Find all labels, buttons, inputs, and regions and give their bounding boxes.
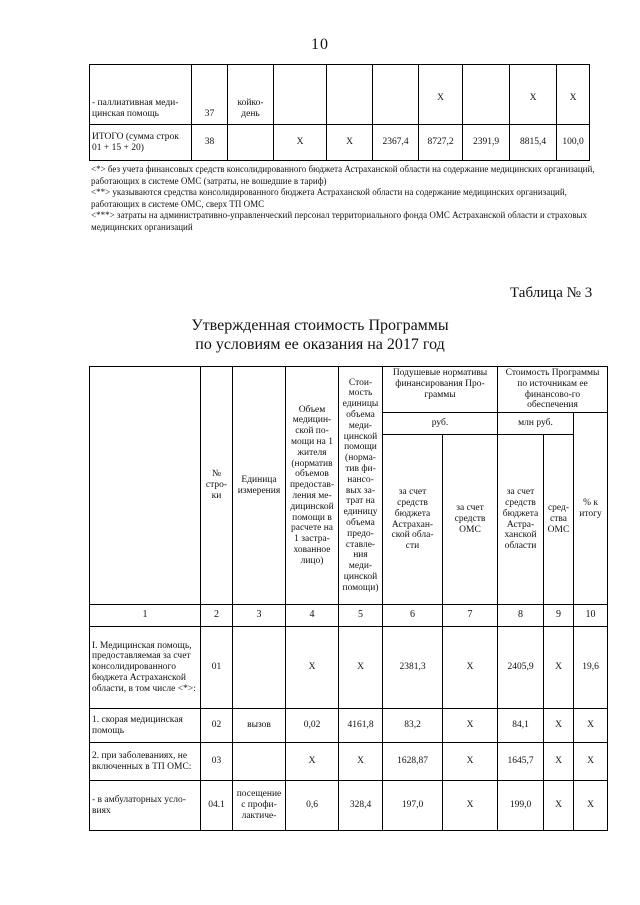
row-unit bbox=[233, 743, 286, 781]
row-unit: посещение с профи-лактиче- bbox=[233, 781, 286, 831]
row-number: 37 bbox=[192, 65, 228, 125]
row-label: I. Медицинская помощь, предоставляемая за счет консолидированного бюджета Астраханской области, в том числе <*>: bbox=[90, 627, 201, 709]
cell: X bbox=[544, 781, 574, 831]
header-row-number: № стро-ки bbox=[201, 367, 233, 605]
cell bbox=[373, 65, 419, 125]
header-cell bbox=[90, 367, 201, 605]
footnotes bbox=[91, 164, 601, 234]
header-cost-group: Стоимость Программы по источникам ее финансово-го обеспечения bbox=[498, 367, 608, 413]
header-per-capita-group: Подушевые нормативы финансирования Про-граммы bbox=[383, 367, 498, 413]
cell: 199,0 bbox=[498, 781, 544, 831]
row-unit bbox=[228, 125, 274, 161]
header-volume: Объем медицин-ской по-мощи на 1 жителя (норматив объемов предостав-ления ме-дицинской помощи в расчете на 1 застра-хованное лицо) bbox=[286, 367, 339, 605]
column-number: 1 bbox=[90, 605, 201, 627]
row-number: 02 bbox=[201, 709, 233, 743]
cell: X bbox=[544, 627, 574, 709]
table-row bbox=[90, 65, 590, 125]
continuation-table bbox=[89, 64, 590, 161]
cell: X bbox=[443, 709, 498, 743]
row-number: 03 bbox=[201, 743, 233, 781]
cell: 2367,4 bbox=[373, 125, 419, 161]
cell: 0,02 bbox=[286, 709, 339, 743]
page-number: 10 bbox=[311, 36, 329, 53]
row-label: 2. при заболеваниях, не включенных в ТП ОМС: bbox=[90, 743, 201, 781]
header-col7: за счет средств ОМС bbox=[443, 435, 498, 605]
column-number: 7 bbox=[443, 605, 498, 627]
cell: 328,4 bbox=[339, 781, 383, 831]
column-number: 10 bbox=[574, 605, 608, 627]
cell: 19,6 bbox=[574, 627, 608, 709]
cell: 1645,7 bbox=[498, 743, 544, 781]
header-col9: сред-ства ОМС bbox=[544, 435, 574, 605]
cell: X bbox=[510, 65, 557, 125]
column-number: 8 bbox=[498, 605, 544, 627]
cell bbox=[274, 65, 327, 125]
table-row bbox=[90, 743, 608, 781]
row-number: 01 bbox=[201, 627, 233, 709]
cell: X bbox=[574, 781, 608, 831]
cell: 84,1 bbox=[498, 709, 544, 743]
cell bbox=[327, 65, 373, 125]
cell: X bbox=[339, 743, 383, 781]
row-number: 38 bbox=[192, 125, 228, 161]
cell: X bbox=[419, 65, 463, 125]
cell bbox=[463, 65, 510, 125]
cell: 8727,2 bbox=[419, 125, 463, 161]
table-row bbox=[90, 781, 608, 831]
cell: X bbox=[574, 709, 608, 743]
footnote: <**> указываются средства консолидированного бюджета Астраханской области на содержание медицинских организаций, работающих в системе ОМС, сверх ТП ОМС bbox=[91, 187, 567, 209]
column-number-row bbox=[90, 605, 608, 627]
cell: 4161,8 bbox=[339, 709, 383, 743]
cell: X bbox=[443, 743, 498, 781]
column-number: 9 bbox=[544, 605, 574, 627]
header-col8: за счет средств бюджета Астра-ханской области bbox=[498, 435, 544, 605]
cell: X bbox=[339, 627, 383, 709]
header-per-capita-unit: руб. bbox=[383, 413, 498, 435]
column-number: 6 bbox=[383, 605, 443, 627]
page-title bbox=[0, 316, 640, 354]
cell: X bbox=[443, 627, 498, 709]
row-unit bbox=[233, 627, 286, 709]
table-row bbox=[90, 125, 590, 161]
cell: 8815,4 bbox=[510, 125, 557, 161]
row-unit: вызов bbox=[233, 709, 286, 743]
cell: 100,0 bbox=[557, 125, 590, 161]
table-row bbox=[90, 627, 608, 709]
cell: 83,2 bbox=[383, 709, 443, 743]
program-cost-table bbox=[89, 366, 608, 831]
column-number: 5 bbox=[339, 605, 383, 627]
title-line: по условиям ее оказания на 2017 год bbox=[195, 336, 445, 353]
cell: 1628,87 bbox=[383, 743, 443, 781]
cell: 197,0 bbox=[383, 781, 443, 831]
cell: X bbox=[544, 709, 574, 743]
title-line: Утвержденная стоимость Программы bbox=[191, 317, 449, 334]
cell: X bbox=[286, 743, 339, 781]
footnote: <*> без учета финансовых средств консолидированного бюджета Астраханской области на содержание медицинских организаций, работающих в системе ОМС (затраты, не вошедшие в тариф) bbox=[91, 164, 595, 186]
row-label: 1. скорая медицинская помощь bbox=[90, 709, 201, 743]
footnote: <***> затраты на административно-управленческий персонал территориального фонда ОМС Астраханской области и страховых медицинских организаций bbox=[91, 210, 587, 232]
cell: X bbox=[327, 125, 373, 161]
row-label: - в амбулаторных усло-виях bbox=[90, 781, 201, 831]
cell: 2391,9 bbox=[463, 125, 510, 161]
cell: X bbox=[574, 743, 608, 781]
cell: X bbox=[544, 743, 574, 781]
header-col6: за счет средств бюджета Астрахан-ской обла-сти bbox=[383, 435, 443, 605]
cell: X bbox=[274, 125, 327, 161]
column-number: 3 bbox=[233, 605, 286, 627]
column-number: 4 bbox=[286, 605, 339, 627]
cell: 2381,3 bbox=[383, 627, 443, 709]
row-unit: койко-день bbox=[228, 65, 274, 125]
row-label: - паллиативная меди-цинская помощь bbox=[90, 65, 192, 125]
row-label: ИТОГО (сумма строк 01 + 15 + 20) bbox=[90, 125, 192, 161]
header-unit-cost: Стои-мость единицы объема меди-цинской помощи (норма-тив фи-нансо-вых за-трат на единицу объема предо-ставле-ния меди-цинской помощи) bbox=[339, 367, 383, 605]
cell: 0,6 bbox=[286, 781, 339, 831]
cell: X bbox=[443, 781, 498, 831]
column-number: 2 bbox=[201, 605, 233, 627]
row-number: 04.1 bbox=[201, 781, 233, 831]
table-row bbox=[90, 709, 608, 743]
table-label: Таблица № 3 bbox=[510, 285, 593, 301]
cell: 2405,9 bbox=[498, 627, 544, 709]
cell: X bbox=[286, 627, 339, 709]
header-unit: Единица измерения bbox=[233, 367, 286, 605]
header-cost-unit: млн руб. bbox=[498, 413, 574, 435]
cell: X bbox=[557, 65, 590, 125]
header-col10: % к итогу bbox=[574, 413, 608, 605]
